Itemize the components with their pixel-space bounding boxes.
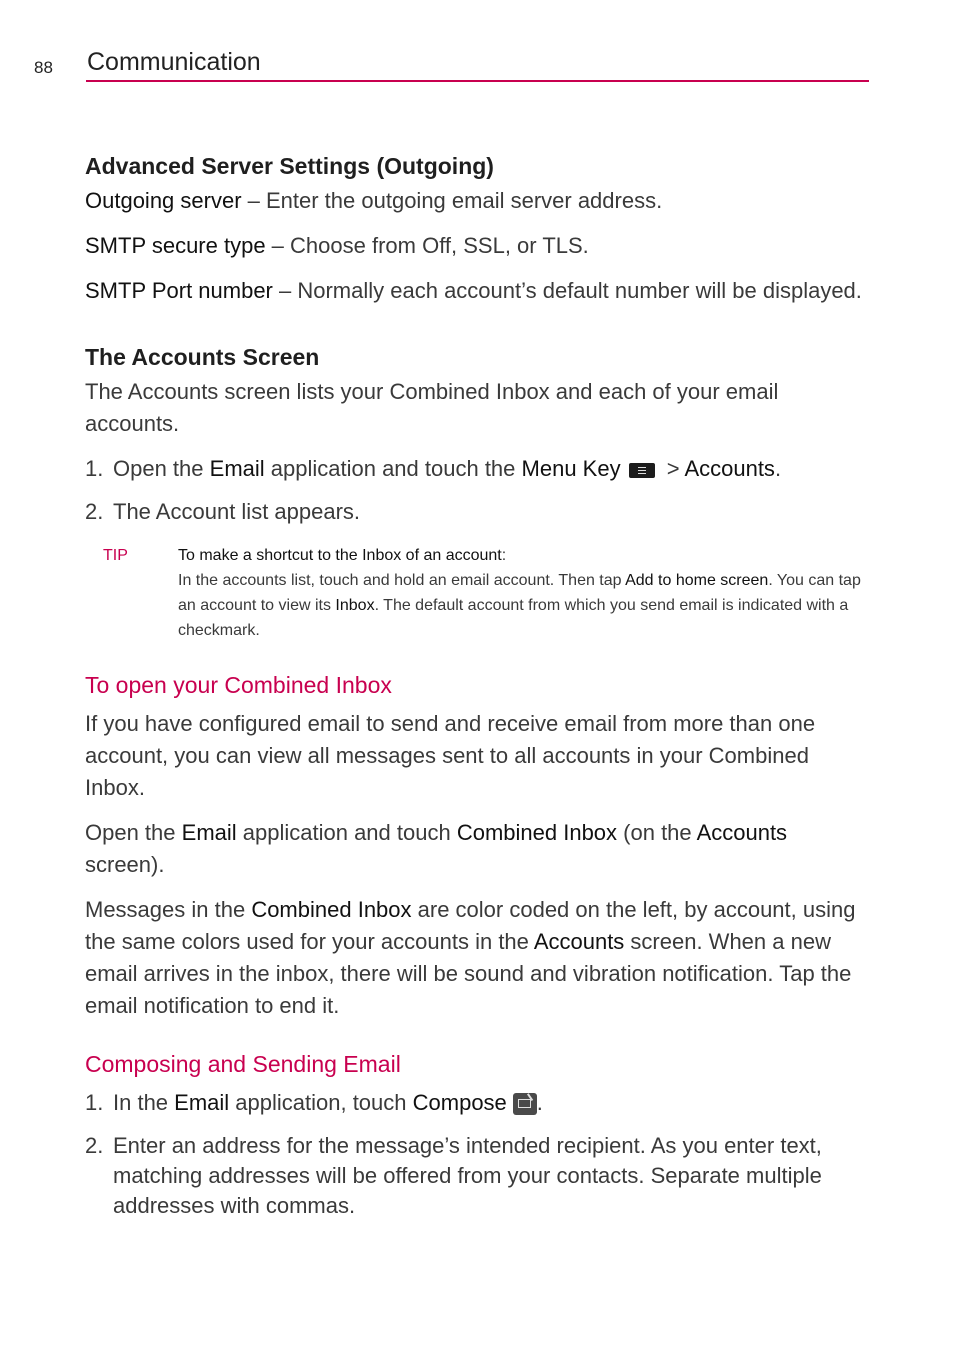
term: Menu Key [521, 456, 621, 481]
text: are color coded on the left, by account, using the same colors used for your accounts in the [85, 897, 856, 954]
text: Open the [113, 456, 210, 481]
smtp-port-paragraph [85, 275, 870, 307]
section-title: Communication [87, 48, 261, 76]
text: . [536, 1090, 543, 1115]
text: screen). [85, 852, 165, 877]
composing-heading: Composing and Sending Email [85, 1051, 401, 1077]
text: Messages in the [85, 897, 252, 922]
term: Accounts [696, 820, 788, 845]
text: application, touch [229, 1090, 413, 1115]
desc: – Enter the outgoing email server address. [241, 188, 663, 213]
text: application and touch [236, 820, 457, 845]
accounts-intro: The Accounts screen lists your Combined Inbox and each of your email accounts. [85, 379, 779, 436]
list-number: 2. [85, 499, 104, 524]
advanced-settings-heading: Advanced Server Settings (Outgoing) [85, 153, 494, 179]
page-number: 88 [34, 58, 53, 77]
text: In the [113, 1090, 175, 1115]
text: > [660, 456, 685, 481]
smtp-secure-paragraph [85, 230, 870, 262]
outgoing-server-paragraph [85, 185, 870, 217]
term: Combined Inbox [456, 820, 618, 845]
tip-box [85, 543, 870, 643]
text: Open the [85, 820, 182, 845]
compose-icon [513, 1093, 537, 1115]
text: . You can tap an account to view its [178, 572, 861, 614]
term: Accounts [684, 456, 775, 481]
term: Combined Inbox [251, 897, 412, 922]
list-number: 1. [85, 456, 104, 481]
list-number: 2. [85, 1133, 104, 1158]
text: screen. When a new email arrives in the inbox, there will be sound and vibration notification. Tap the email notification to end it. [85, 929, 852, 1018]
menu-key-icon [629, 463, 655, 478]
term: SMTP Port number [85, 278, 273, 303]
term: Accounts [533, 929, 625, 954]
term: Add to home screen [625, 572, 769, 589]
list-item [85, 497, 870, 527]
tip-title: To make a shortcut to the Inbox of an account [178, 547, 502, 564]
text: In the accounts list, touch and hold an email account. Then tap [178, 572, 626, 589]
header-rule [86, 80, 869, 82]
text: Enter an address for the message’s intended recipient. As you enter text, matching addresses will be offered from your contacts. Separate multiple addresses with commas. [113, 1133, 822, 1218]
combined-p1: If you have configured email to send and receive email from more than one account, you can view all messages sent to all accounts in your Combined Inbox. [85, 711, 816, 800]
combined-inbox-heading: To open your Combined Inbox [85, 672, 392, 698]
list-item [85, 1088, 870, 1118]
list-number: 1. [85, 1090, 104, 1115]
term: SMTP secure type [85, 233, 266, 258]
accounts-screen-heading: The Accounts Screen [85, 344, 320, 370]
term: Outgoing server [85, 188, 242, 213]
text: application and touch the [264, 456, 522, 481]
term: Inbox [335, 597, 375, 614]
text: . The default account from which you send email is indicated with a checkmark. [178, 597, 849, 639]
tip-label: TIP [103, 547, 128, 564]
text: The Account list appears. [113, 499, 361, 524]
combined-p3 [85, 894, 870, 1022]
text: (on the [617, 820, 697, 845]
list-item [85, 454, 870, 484]
text: : [501, 547, 507, 564]
term: Email [181, 820, 237, 845]
desc: – Normally each account’s default number will be displayed. [272, 278, 862, 303]
page-content [85, 150, 870, 1221]
term: Email [174, 1090, 230, 1115]
list-item [85, 1131, 870, 1221]
term: Compose [412, 1090, 507, 1115]
text: . [774, 456, 782, 481]
combined-p2 [85, 817, 870, 881]
term: Email [209, 456, 265, 481]
desc: – Choose from Off, SSL, or TLS. [265, 233, 589, 258]
